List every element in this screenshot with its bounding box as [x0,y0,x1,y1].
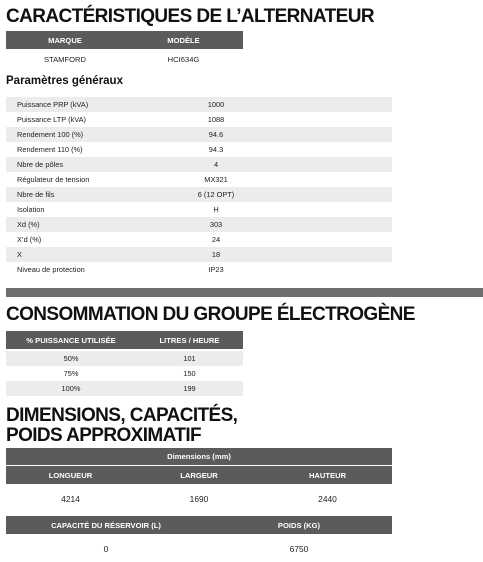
power-header: % PUISSANCE UTILISÉE [26,335,116,345]
dimensions-header [6,448,392,465]
param-label: Régulateur de tension [17,175,90,184]
param-label: Rendement 100 (%) [17,130,84,139]
general-param-row [6,217,392,232]
param-value: 94.3 [208,145,224,154]
dimensions-title-line2: POIDS APPROXIMATIF [6,425,202,446]
brand-value: STAMFORD [43,55,87,64]
liters-per-hour: 150 [183,369,196,378]
liters-header: LITRES / HEURE [159,335,220,345]
liters-per-hour: 101 [183,354,196,363]
param-value: 6 (12 OPT) [197,190,235,199]
height-value: 2440 [318,494,337,504]
param-value: 4 [213,160,219,169]
weight-value: 6750 [289,544,309,554]
dimensions-header-label: Dimensions (mm) [167,452,231,461]
general-param-row [6,187,392,202]
param-label: Xd (%) [17,220,40,229]
param-label: Rendement 110 (%) [17,145,83,154]
length-header: LONGUEUR [48,470,93,480]
dimensions-subheader [6,466,392,484]
param-label: Puissance PRP (kVA) [17,100,89,109]
param-value: IP23 [208,265,224,274]
general-param-row [6,232,392,247]
tank-header: CAPACITÉ DU RÉSERVOIR (L) [51,520,161,530]
general-param-row [6,142,392,157]
height-header: HAUTEUR [308,470,347,480]
power-percent: 50% [63,354,79,363]
general-param-row [6,97,392,112]
param-label: Nbre de fils [17,190,55,199]
consumption-row [6,381,243,396]
width-header: LARGEUR [180,470,218,480]
weight-header: POIDS (KG) [277,520,321,530]
dimensions-title-line1: DIMENSIONS, CAPACITÉS, [6,405,238,426]
param-label: X’d (%) [17,235,42,244]
param-label: Niveau de protection [17,265,85,274]
general-param-row [6,202,392,217]
general-param-row [6,157,392,172]
param-label: Nbre de pôles [17,160,64,169]
param-value: 18 [211,250,221,259]
param-value: 1088 [207,115,225,124]
general-param-row [6,247,392,262]
general-param-row [6,262,392,277]
liters-per-hour: 199 [183,384,196,393]
param-value: 94.6 [208,130,224,139]
alternator-header [6,31,243,49]
power-percent: 75% [63,369,79,378]
general-param-row [6,127,392,142]
capacity-header [6,516,392,534]
brand-header: MARQUE [48,35,82,45]
param-value: MX321 [204,175,228,184]
width-value: 1690 [189,494,209,504]
general-params-title: Paramètres généraux [6,75,123,87]
alternator-title: CARACTÉRISTIQUES DE L’ALTERNATEUR [6,6,374,27]
param-value: 24 [211,235,221,244]
param-value: H [213,205,219,214]
length-value: 4214 [61,494,80,504]
param-label: Isolation [17,205,45,214]
param-label: Puissance LTP (kVA) [17,115,87,124]
section-divider [6,288,483,297]
power-percent: 100% [61,384,81,393]
model-header: MODÈLE [167,35,200,45]
model-value: HCI634G [167,55,200,64]
param-value: 303 [209,220,223,229]
consumption-header [6,331,243,349]
tank-value: 0 [103,544,109,554]
general-param-row [6,172,392,187]
param-value: 1000 [207,100,225,109]
consumption-title: CONSOMMATION DU GROUPE ÉLECTROGÈNE [6,304,415,325]
general-param-row [6,112,392,127]
consumption-row [6,351,243,366]
param-label: X [17,250,22,259]
consumption-row [6,366,243,381]
